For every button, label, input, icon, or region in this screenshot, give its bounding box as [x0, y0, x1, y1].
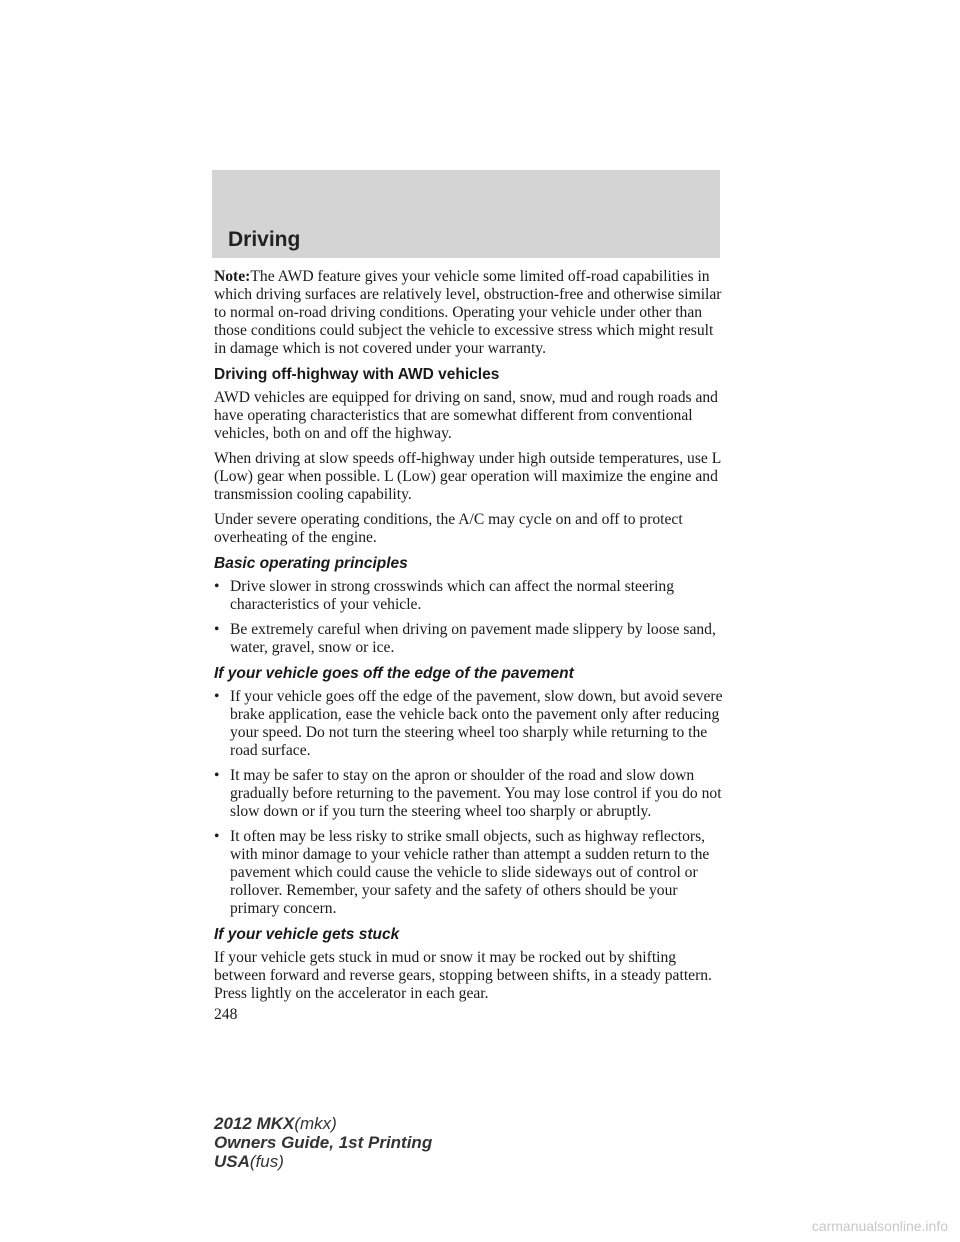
footer-market-code: (fus): [249, 1152, 284, 1171]
list-item: [214, 767, 724, 821]
footer-line-1: [214, 1114, 432, 1133]
section-title: Driving: [228, 228, 301, 251]
note-text: The AWD feature gives your vehicle some limited off-road capabilities in which driving surfaces are relatively level, obstruction-free and otherwise similar to normal on-road driving conditions. Operating your vehicle under other than those conditions could subject the vehicle to excessive stress which might result in damage which is not covered under your warranty.: [214, 268, 722, 357]
section-header-band: [212, 170, 720, 258]
paragraph: When driving at slow speeds off-highway under high outside temperatures, use L (Low) gear when possible. L (Low) gear operation will maximize the engine and transmission cooling capability.: [214, 450, 721, 503]
list-item-text: Be extremely careful when driving on pavement made slippery by loose sand, water, gravel, snow or ice.: [230, 621, 716, 656]
basic-principles-list: [214, 578, 724, 657]
bullet-icon: •: [214, 828, 220, 845]
list-item: [214, 828, 724, 918]
heading-basic-principles: Basic operating principles: [214, 555, 408, 572]
list-item-text: Drive slower in strong crosswinds which can affect the normal steering characteristics of your vehicle.: [230, 578, 675, 613]
heading-offhighway: Driving off-highway with AWD vehicles: [214, 366, 500, 383]
bullet-icon: •: [214, 621, 220, 638]
heading-vehicle-stuck: If your vehicle gets stuck: [214, 926, 400, 943]
footer-line-2: Owners Guide, 1st Printing: [214, 1133, 433, 1152]
watermark: carmanualsonline.info: [811, 1218, 948, 1234]
bullet-icon: •: [214, 767, 220, 784]
note-label: Note:: [214, 268, 251, 285]
print-footer: [214, 1114, 432, 1171]
note-paragraph: [214, 268, 724, 358]
heading-pavement-edge: If your vehicle goes off the edge of the pavement: [214, 665, 574, 682]
list-item-text: It often may be less risky to strike small objects, such as highway reflectors, with minor damage to your vehicle rather than attempt a sudden return to the pavement which could cause the vehicle to slide sideways out of control or rollover. Remember, your safety and the safety of others should be your primary concern.: [230, 828, 710, 917]
footer-model-code: (mkx): [294, 1114, 337, 1133]
page-content: [214, 268, 724, 1024]
list-item-text: If your vehicle goes off the edge of the pavement, slow down, but avoid severe brake application, ease the vehicle back onto the pavement only after reducing your speed. Do not turn the steering wheel too sharply while returning to the road surface.: [230, 688, 723, 759]
footer-line-3: [214, 1152, 432, 1171]
paragraph: Under severe operating conditions, the A/C may cycle on and off to protect overheating of the engine.: [214, 511, 683, 546]
list-item: [214, 621, 724, 657]
footer-market: USA: [214, 1152, 250, 1171]
pavement-edge-list: [214, 688, 724, 918]
page-number: 248: [214, 1006, 238, 1023]
list-item: [214, 688, 724, 760]
list-item: [214, 578, 724, 614]
paragraph: AWD vehicles are equipped for driving on sand, snow, mud and rough roads and have operating characteristics that are somewhat different from conventional vehicles, both on and off the highway.: [214, 389, 718, 442]
paragraph: If your vehicle gets stuck in mud or snow it may be rocked out by shifting between forward and reverse gears, stopping between shifts, in a steady pattern. Press lightly on the accelerator in each gear.: [214, 949, 712, 1002]
bullet-icon: •: [214, 578, 220, 595]
list-item-text: It may be safer to stay on the apron or shoulder of the road and slow down gradually before returning to the pavement. You may lose control if you do not slow down or if you turn the steering wheel too sharply or abruptly.: [230, 767, 722, 820]
footer-model: 2012 MKX: [214, 1114, 295, 1133]
bullet-icon: •: [214, 688, 220, 705]
